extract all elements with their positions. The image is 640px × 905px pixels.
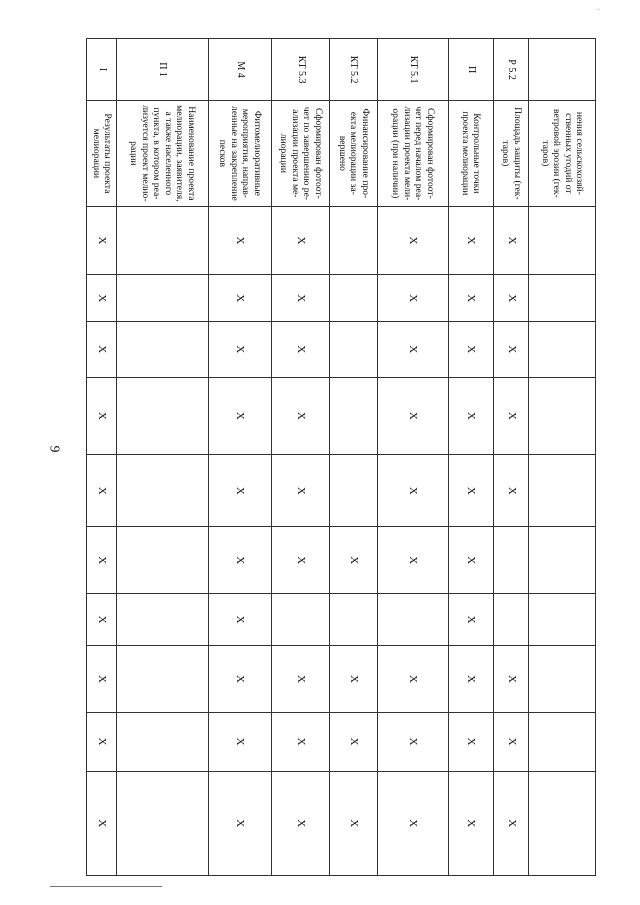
table-row (87, 39, 117, 876)
mark-cell: X (493, 377, 529, 455)
row-description-cell: Сформирован фотоот-чет по завершению ре-ализации проекта ме-лиорации (272, 101, 330, 206)
row-code-cell: КТ 5.1 (377, 39, 448, 101)
table-row (272, 39, 330, 876)
mark-cell: X (208, 527, 271, 594)
row-description-cell: Фитомелиоративные мероприятия, направ-ленные на закрепление песков (208, 101, 271, 206)
mark-cell (117, 455, 208, 527)
mark-cell (330, 593, 377, 645)
mark-cell: X (448, 275, 493, 322)
mark-cell: X (448, 593, 493, 645)
mark-cell: X (377, 206, 448, 275)
mark-cell: X (448, 377, 493, 455)
row-code-cell: КТ 5.2 (330, 39, 377, 101)
mark-cell: X (377, 527, 448, 594)
mark-cell: X (272, 455, 330, 527)
row-description-cell: Результаты проекта мелиорации (87, 101, 117, 206)
row-code-cell: I (87, 39, 117, 101)
mark-cell (493, 593, 529, 645)
mark-cell: X (377, 771, 448, 875)
mark-cell: X (493, 646, 529, 713)
footer-rule (50, 886, 162, 887)
mark-cell: X (330, 712, 377, 771)
mark-cell: X (448, 455, 493, 527)
mark-cell: X (377, 275, 448, 322)
mark-cell: X (448, 322, 493, 378)
row-code-cell: П 1 (117, 39, 208, 101)
table-row (377, 39, 448, 876)
mark-cell: X (272, 646, 330, 713)
mark-cell: X (272, 275, 330, 322)
mark-cell (529, 527, 596, 594)
mark-cell: X (87, 377, 117, 455)
mark-cell: X (377, 377, 448, 455)
mark-cell: X (493, 712, 529, 771)
row-description-cell: Контрольные точки проекта мелиорации (448, 101, 493, 206)
mark-cell: X (448, 646, 493, 713)
row-code-cell: М 4 (208, 39, 271, 101)
mark-cell (117, 593, 208, 645)
mark-cell (493, 527, 529, 594)
table-row (448, 39, 493, 876)
mark-cell: X (272, 771, 330, 875)
mark-cell: X (448, 206, 493, 275)
mark-cell (117, 771, 208, 875)
mark-cell (330, 275, 377, 322)
mark-cell (330, 377, 377, 455)
mark-cell: X (87, 712, 117, 771)
mark-cell: X (272, 322, 330, 378)
mark-cell: X (272, 206, 330, 275)
row-description-cell: Наименование проекта мелиорации, заявителя, а также населенного пункта, в котором реа-лизуется проект мелио-рации (117, 101, 208, 206)
mark-cell: X (208, 275, 271, 322)
mark-cell: X (330, 646, 377, 713)
mark-cell: X (448, 527, 493, 594)
scan-speck (598, 9, 599, 10)
mark-cell (529, 455, 596, 527)
mark-cell (272, 593, 330, 645)
mark-cell (330, 455, 377, 527)
row-code-cell (529, 39, 596, 101)
mark-cell: X (208, 455, 271, 527)
table-row (330, 39, 377, 876)
mark-cell: X (377, 646, 448, 713)
mark-cell: X (208, 593, 271, 645)
mark-cell: X (493, 322, 529, 378)
mark-cell: X (272, 712, 330, 771)
mark-cell (529, 646, 596, 713)
mark-cell: X (377, 455, 448, 527)
row-description-cell: Площадь защиты (гек-таров) (493, 101, 529, 206)
mark-cell: X (377, 712, 448, 771)
mark-cell: X (87, 322, 117, 378)
mark-cell (529, 771, 596, 875)
mark-cell: X (448, 771, 493, 875)
table-row (529, 39, 596, 876)
row-description-cell: нения сельскохозяй-ственных угодий от ветровой эрозии (гек-таров) (529, 101, 596, 206)
mark-cell: X (448, 712, 493, 771)
mark-cell: X (493, 455, 529, 527)
mark-cell: X (87, 275, 117, 322)
mark-cell (330, 322, 377, 378)
mark-cell: X (208, 206, 271, 275)
page-number: 9 (46, 445, 62, 453)
mark-cell: X (87, 646, 117, 713)
mark-cell: X (208, 771, 271, 875)
mark-cell (529, 593, 596, 645)
mark-cell (117, 527, 208, 594)
mark-cell (529, 275, 596, 322)
mark-cell (377, 593, 448, 645)
mark-cell: X (208, 377, 271, 455)
mark-cell: X (208, 322, 271, 378)
mark-cell (117, 646, 208, 713)
table-row (208, 39, 271, 876)
mark-cell (330, 206, 377, 275)
mark-cell: X (87, 206, 117, 275)
row-code-cell: КТ 5.3 (272, 39, 330, 101)
mark-cell (529, 377, 596, 455)
mark-cell: X (208, 712, 271, 771)
mark-cell (529, 322, 596, 378)
mark-cell: X (493, 206, 529, 275)
row-code-cell: Р 5.2 (493, 39, 529, 101)
mark-cell: X (377, 322, 448, 378)
mark-cell (117, 712, 208, 771)
mark-cell: X (208, 646, 271, 713)
mark-cell (117, 322, 208, 378)
mark-cell: X (330, 527, 377, 594)
mark-cell: X (330, 771, 377, 875)
mark-cell: X (87, 771, 117, 875)
mark-cell: X (87, 455, 117, 527)
mark-cell (117, 275, 208, 322)
mark-cell: X (87, 527, 117, 594)
mark-cell: X (272, 377, 330, 455)
mark-cell (529, 206, 596, 275)
rotated-table-container (86, 38, 596, 876)
mark-cell (529, 712, 596, 771)
row-code-cell: П (448, 39, 493, 101)
mark-cell: X (87, 593, 117, 645)
mark-cell (117, 377, 208, 455)
row-description-cell: Сформирован фотоот-чет перед началом реа-лизации проекта мели-орации (при наличии) (377, 101, 448, 206)
mark-cell: X (493, 275, 529, 322)
row-description-cell: Финансирование про-екта мелиорации за-вершено (330, 101, 377, 206)
mark-cell (117, 206, 208, 275)
reclamation-table (86, 38, 596, 876)
mark-cell: X (272, 527, 330, 594)
mark-cell: X (493, 771, 529, 875)
table-row (117, 39, 208, 876)
table-row (493, 39, 529, 876)
